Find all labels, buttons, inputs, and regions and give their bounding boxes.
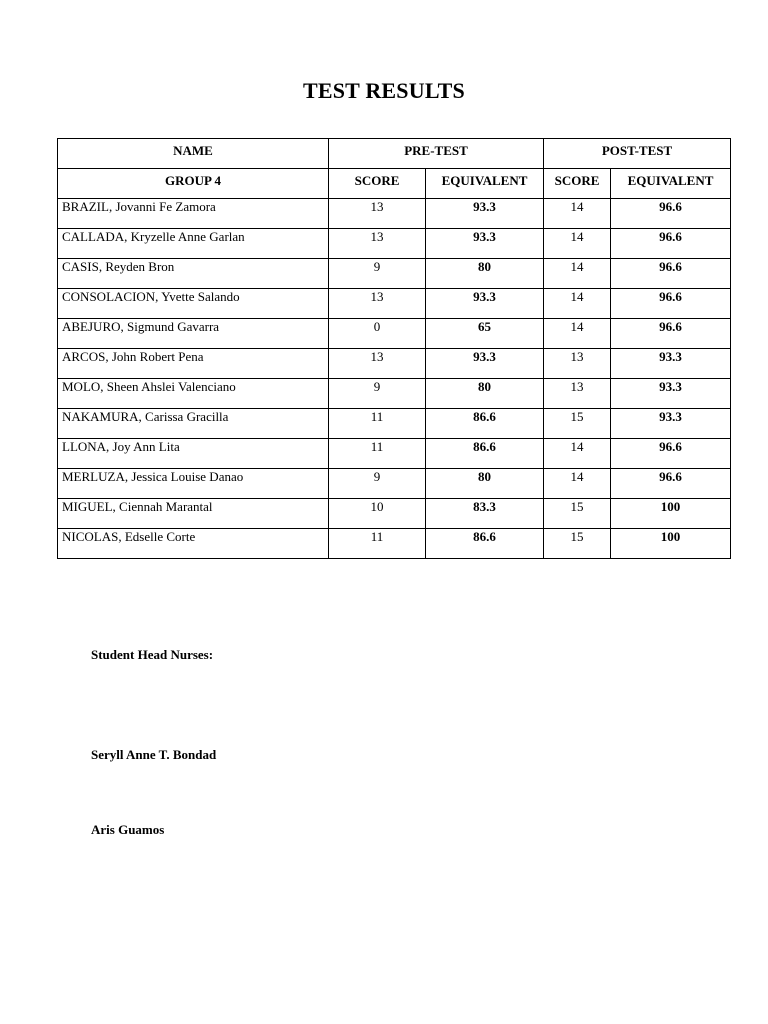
pre-score-cell: 9 <box>329 259 426 289</box>
table-row <box>58 499 731 529</box>
post-equivalent-cell: 96.6 <box>611 469 731 499</box>
pre-score-header: SCORE <box>329 169 426 199</box>
table-row <box>58 259 731 289</box>
pre-score-cell: 13 <box>329 349 426 379</box>
post-equivalent-cell: 96.6 <box>611 289 731 319</box>
table-row <box>58 529 731 559</box>
pre-score-cell: 9 <box>329 469 426 499</box>
student-name-cell: BRAZIL, Jovanni Fe Zamora <box>58 199 329 229</box>
pre-score-cell: 9 <box>329 379 426 409</box>
pre-equivalent-cell: 86.6 <box>426 409 544 439</box>
table-row <box>58 379 731 409</box>
post-equivalent-cell: 100 <box>611 499 731 529</box>
name-column-header: NAME <box>58 139 329 169</box>
post-equivalent-cell: 93.3 <box>611 349 731 379</box>
pre-score-cell: 11 <box>329 439 426 469</box>
signatories-heading: Student Head Nurses: <box>91 647 214 662</box>
post-score-cell: 14 <box>544 289 611 319</box>
post-equivalent-cell: 93.3 <box>611 379 731 409</box>
page-title: TEST RESULTS <box>302 78 465 103</box>
post-score-header: SCORE <box>544 169 611 199</box>
pre-test-header: PRE-TEST <box>329 139 544 169</box>
pre-equivalent-cell: 86.6 <box>426 529 544 559</box>
pre-equivalent-cell: 80 <box>426 379 544 409</box>
student-name-cell: CONSOLACION, Yvette Salando <box>58 289 329 319</box>
post-score-cell: 13 <box>544 349 611 379</box>
table-row <box>58 199 731 229</box>
pre-score-cell: 11 <box>329 529 426 559</box>
test-results-table <box>57 138 731 559</box>
header-row-subcolumns <box>58 169 731 199</box>
table-row <box>58 409 731 439</box>
pre-score-cell: 13 <box>329 199 426 229</box>
header-row-tests <box>58 139 731 169</box>
pre-equivalent-cell: 93.3 <box>426 349 544 379</box>
pre-score-cell: 10 <box>329 499 426 529</box>
post-equivalent-cell: 93.3 <box>611 409 731 439</box>
pre-equivalent-cell: 83.3 <box>426 499 544 529</box>
student-name-cell: LLONA, Joy Ann Lita <box>58 439 329 469</box>
student-name-cell: NAKAMURA, Carissa Gracilla <box>58 409 329 439</box>
post-score-cell: 15 <box>544 409 611 439</box>
post-score-cell: 15 <box>544 529 611 559</box>
pre-equivalent-cell: 86.6 <box>426 439 544 469</box>
pre-equivalent-header: EQUIVALENT <box>426 169 544 199</box>
student-name-cell: CALLADA, Kryzelle Anne Garlan <box>58 229 329 259</box>
table-row <box>58 289 731 319</box>
results-table-body <box>58 139 731 559</box>
post-equivalent-cell: 96.6 <box>611 199 731 229</box>
group-header: GROUP 4 <box>58 169 329 199</box>
post-score-cell: 15 <box>544 499 611 529</box>
pre-score-cell: 11 <box>329 409 426 439</box>
post-test-header: POST-TEST <box>544 139 731 169</box>
pre-score-cell: 13 <box>329 289 426 319</box>
signatory-name-1: Seryll Anne T. Bondad <box>91 747 217 762</box>
post-equivalent-cell: 96.6 <box>611 319 731 349</box>
student-name-cell: MIGUEL, Ciennah Marantal <box>58 499 329 529</box>
post-score-cell: 14 <box>544 439 611 469</box>
table-row <box>58 229 731 259</box>
student-name-cell: ARCOS, John Robert Pena <box>58 349 329 379</box>
post-equivalent-cell: 100 <box>611 529 731 559</box>
post-score-cell: 14 <box>544 229 611 259</box>
post-score-cell: 13 <box>544 379 611 409</box>
pre-equivalent-cell: 65 <box>426 319 544 349</box>
post-score-cell: 14 <box>544 199 611 229</box>
student-name-cell: CASIS, Reyden Bron <box>58 259 329 289</box>
post-score-cell: 14 <box>544 469 611 499</box>
post-equivalent-cell: 96.6 <box>611 439 731 469</box>
pre-score-cell: 13 <box>329 229 426 259</box>
table-row <box>58 319 731 349</box>
table-row <box>58 469 731 499</box>
post-equivalent-header: EQUIVALENT <box>611 169 731 199</box>
pre-equivalent-cell: 80 <box>426 469 544 499</box>
pre-equivalent-cell: 93.3 <box>426 199 544 229</box>
student-name-cell: MOLO, Sheen Ahslei Valenciano <box>58 379 329 409</box>
student-name-cell: ABEJURO, Sigmund Gavarra <box>58 319 329 349</box>
post-equivalent-cell: 96.6 <box>611 259 731 289</box>
post-score-cell: 14 <box>544 319 611 349</box>
pre-equivalent-cell: 93.3 <box>426 229 544 259</box>
pre-equivalent-cell: 93.3 <box>426 289 544 319</box>
pre-equivalent-cell: 80 <box>426 259 544 289</box>
student-name-cell: MERLUZA, Jessica Louise Danao <box>58 469 329 499</box>
post-score-cell: 14 <box>544 259 611 289</box>
table-row <box>58 349 731 379</box>
table-row <box>58 439 731 469</box>
signatory-name-2: Aris Guamos <box>91 822 165 837</box>
pre-score-cell: 0 <box>329 319 426 349</box>
student-name-cell: NICOLAS, Edselle Corte <box>58 529 329 559</box>
post-equivalent-cell: 96.6 <box>611 229 731 259</box>
